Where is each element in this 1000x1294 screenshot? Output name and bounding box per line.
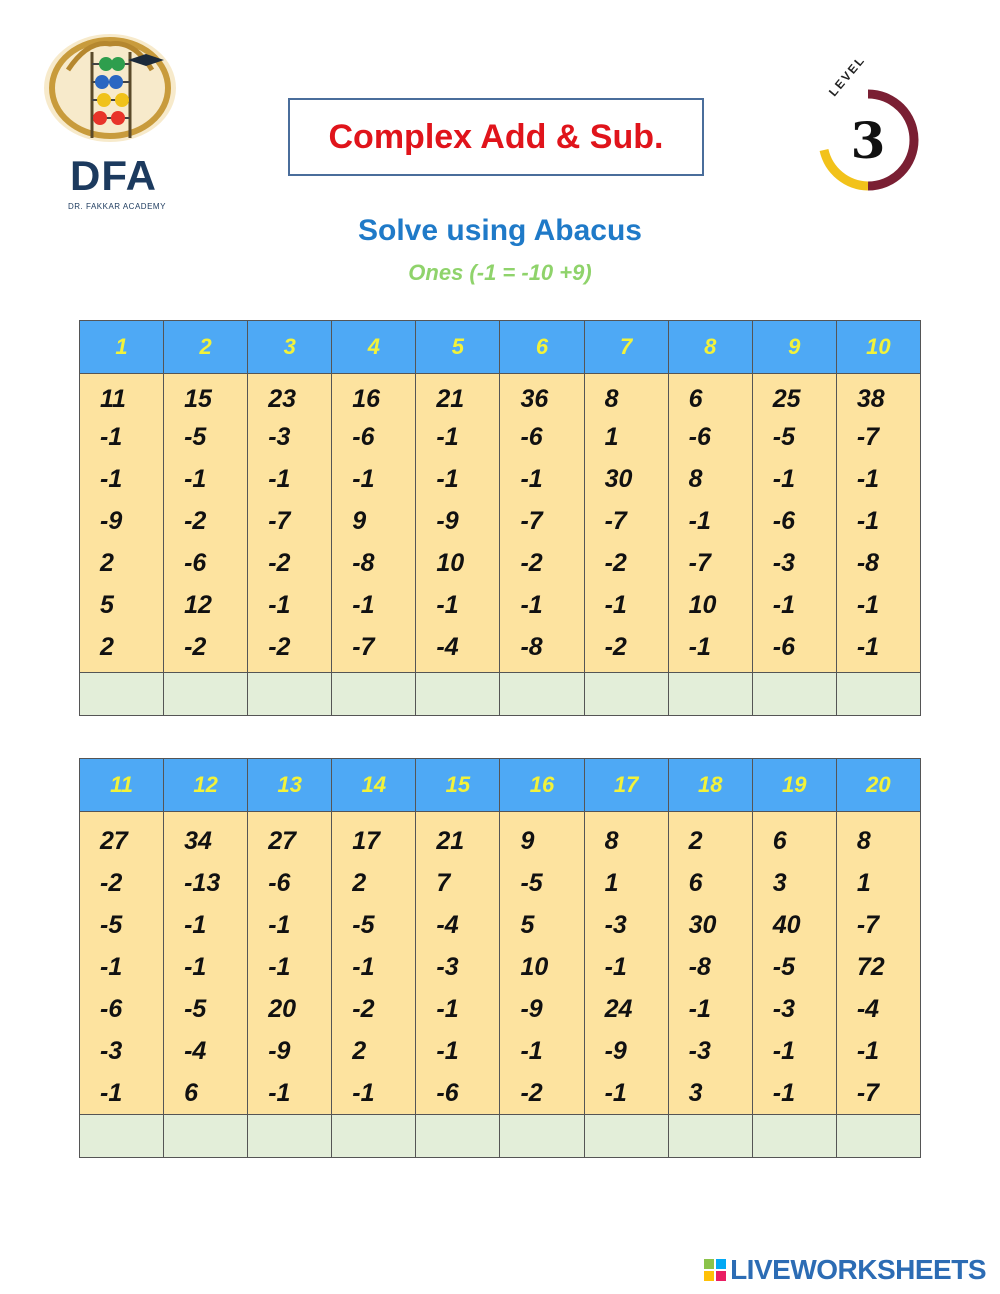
- answer-cell[interactable]: [752, 673, 836, 716]
- number-column: [753, 374, 836, 668]
- number: -3: [688, 1037, 711, 1065]
- number: 25: [772, 385, 801, 413]
- number: -9: [520, 995, 543, 1023]
- number-column: [669, 374, 752, 668]
- problem-cell: [248, 374, 332, 673]
- number: 5: [100, 591, 114, 619]
- number: -1: [352, 953, 375, 981]
- number-column: [332, 374, 415, 668]
- problem-cell: [164, 374, 248, 673]
- problem-number: 14: [332, 759, 416, 812]
- problems-table-1: [79, 320, 921, 716]
- answer-input[interactable]: [248, 1115, 331, 1157]
- number: -7: [352, 633, 375, 661]
- number: -1: [520, 1037, 543, 1065]
- number: -6: [772, 633, 795, 661]
- number: -4: [184, 1037, 207, 1065]
- answer-cell[interactable]: [836, 673, 920, 716]
- number: 7: [436, 869, 451, 897]
- number: -1: [268, 591, 291, 619]
- answer-input[interactable]: [753, 1115, 836, 1157]
- number: -1: [604, 1079, 627, 1107]
- answer-input[interactable]: [669, 673, 752, 715]
- level-number: 3: [850, 110, 886, 170]
- number: 2: [100, 633, 114, 661]
- number: 5: [520, 911, 535, 939]
- number: -1: [352, 1079, 375, 1107]
- number: 10: [520, 953, 549, 981]
- number: -1: [520, 591, 543, 619]
- number: -1: [772, 591, 795, 619]
- number: -9: [268, 1037, 291, 1065]
- problem-cell: [584, 374, 668, 673]
- number: 1: [604, 423, 619, 451]
- number: -2: [604, 633, 627, 661]
- number: 36: [520, 385, 549, 413]
- answer-cell[interactable]: [752, 1115, 836, 1158]
- number: 12: [184, 591, 212, 619]
- problem-cell: [836, 812, 920, 1115]
- answer-cell[interactable]: [80, 1115, 164, 1158]
- number-column: [416, 812, 499, 1114]
- answer-input[interactable]: [164, 1115, 247, 1157]
- problem-cell: [500, 812, 584, 1115]
- problem-cell: [248, 812, 332, 1115]
- number: -1: [100, 465, 123, 493]
- answer-cell[interactable]: [416, 1115, 500, 1158]
- number: -6: [100, 995, 123, 1023]
- number: 40: [772, 911, 801, 939]
- number: -9: [604, 1037, 627, 1065]
- number-column: [837, 374, 920, 668]
- number: -1: [100, 423, 123, 451]
- number: 2: [352, 869, 367, 897]
- answer-cell[interactable]: [80, 673, 164, 716]
- number: -1: [856, 1037, 880, 1065]
- number: -1: [436, 465, 459, 493]
- number: -1: [436, 591, 459, 619]
- number: -1: [184, 953, 207, 981]
- number: -5: [520, 869, 543, 897]
- number: -3: [100, 1037, 123, 1065]
- number: -5: [772, 953, 795, 981]
- number: 21: [436, 827, 465, 855]
- number: 10: [436, 549, 465, 577]
- number: 27: [100, 827, 128, 855]
- problem-number: 6: [500, 321, 584, 374]
- answer-input[interactable]: [837, 1115, 920, 1157]
- number: -2: [184, 507, 207, 535]
- number: -8: [688, 953, 711, 981]
- academy-logo: [38, 30, 188, 215]
- number: -9: [100, 507, 123, 535]
- number: -2: [268, 633, 291, 661]
- number: -1: [352, 591, 375, 619]
- number-column: [416, 374, 499, 668]
- brand-subtitle: DR. FAKKAR ACADEMY: [68, 202, 166, 211]
- answer-cell[interactable]: [668, 1115, 752, 1158]
- problem-number: 10: [836, 321, 920, 374]
- answer-input[interactable]: [416, 673, 499, 715]
- number-column: [164, 812, 247, 1114]
- number: 24: [604, 995, 633, 1023]
- number: -1: [604, 953, 627, 981]
- number: -1: [520, 465, 543, 493]
- number: -1: [100, 953, 123, 981]
- number: 2: [688, 827, 703, 855]
- number: -6: [352, 423, 375, 451]
- number: -7: [520, 507, 543, 535]
- answer-cell[interactable]: [584, 1115, 668, 1158]
- problem-cell: [584, 812, 668, 1115]
- answer-input[interactable]: [585, 1115, 668, 1157]
- number: -1: [268, 953, 291, 981]
- number: -1: [772, 465, 795, 493]
- number: -1: [856, 591, 880, 619]
- number: -4: [436, 911, 459, 939]
- number: -4: [436, 633, 459, 661]
- answer-cell[interactable]: [416, 673, 500, 716]
- answer-input[interactable]: [500, 673, 583, 715]
- problem-number: 2: [164, 321, 248, 374]
- answer-cell[interactable]: [164, 673, 248, 716]
- problem-cell: [164, 812, 248, 1115]
- number: 6: [184, 1079, 198, 1107]
- answer-cell[interactable]: [332, 673, 416, 716]
- number: -1: [772, 1079, 795, 1107]
- number: 6: [772, 827, 787, 855]
- answer-input[interactable]: [332, 1115, 415, 1157]
- problem-number: 9: [752, 321, 836, 374]
- number: -7: [604, 507, 627, 535]
- number: -8: [352, 549, 375, 577]
- number: 21: [436, 385, 465, 413]
- answer-cell[interactable]: [332, 1115, 416, 1158]
- problem-cell: [332, 374, 416, 673]
- answer-cell[interactable]: [836, 1115, 920, 1158]
- number: -1: [184, 465, 207, 493]
- number: 38: [856, 385, 885, 413]
- answer-cell[interactable]: [248, 673, 332, 716]
- number-column: [164, 374, 247, 668]
- answer-input[interactable]: [837, 673, 920, 715]
- number: 10: [688, 591, 717, 619]
- problem-cell: [752, 812, 836, 1115]
- number: -1: [436, 995, 459, 1023]
- worksheet-title: Complex Add & Sub.: [328, 117, 664, 156]
- number: -6: [268, 869, 291, 897]
- number: 8: [688, 465, 703, 493]
- problem-cell: [500, 374, 584, 673]
- number: -5: [100, 911, 123, 939]
- number: 27: [268, 827, 296, 855]
- number: 2: [352, 1037, 367, 1065]
- number: -1: [856, 507, 880, 535]
- number-column: [753, 812, 836, 1114]
- problem-number: 3: [248, 321, 332, 374]
- number: -1: [604, 591, 627, 619]
- number: -1: [268, 465, 291, 493]
- number-column: [500, 812, 583, 1114]
- problem-cell: [416, 812, 500, 1115]
- answer-row: [80, 1115, 921, 1158]
- number: -1: [436, 1037, 459, 1065]
- number: 30: [604, 465, 633, 493]
- number-column: [585, 812, 668, 1114]
- number: -1: [856, 633, 880, 661]
- number: 6: [688, 869, 703, 897]
- liveworksheets-footer[interactable]: [704, 1254, 986, 1286]
- number: -6: [184, 549, 207, 577]
- problem-cell: [836, 374, 920, 673]
- table-header-row: [80, 759, 921, 812]
- number: 9: [520, 827, 535, 855]
- problem-number: 20: [836, 759, 920, 812]
- number: -3: [268, 423, 291, 451]
- abacus-brain-icon: [38, 30, 188, 155]
- number: 11: [100, 385, 126, 413]
- number: -3: [436, 953, 459, 981]
- answer-input[interactable]: [332, 673, 415, 715]
- problem-cell: [752, 374, 836, 673]
- number: -7: [856, 1079, 880, 1107]
- number: 20: [268, 995, 296, 1023]
- problem-number: 18: [668, 759, 752, 812]
- number: -5: [352, 911, 375, 939]
- answer-cell[interactable]: [248, 1115, 332, 1158]
- problem-cell: [332, 812, 416, 1115]
- number: -3: [772, 995, 795, 1023]
- answer-input[interactable]: [416, 1115, 499, 1157]
- number: -2: [352, 995, 375, 1023]
- number: -7: [856, 423, 880, 451]
- number: -2: [520, 1079, 543, 1107]
- answer-cell[interactable]: [164, 1115, 248, 1158]
- answer-input[interactable]: [164, 673, 247, 715]
- number: -3: [604, 911, 627, 939]
- number-column: [669, 812, 752, 1114]
- worksheet-title-box: [288, 98, 704, 176]
- brand-name: DFA: [70, 152, 157, 199]
- number: -1: [352, 465, 375, 493]
- number: -8: [856, 549, 880, 577]
- problem-number: 12: [164, 759, 248, 812]
- number: -4: [856, 995, 880, 1023]
- number: -6: [772, 507, 795, 535]
- number-column: [585, 374, 668, 668]
- number: 2: [100, 549, 114, 577]
- number: -7: [268, 507, 291, 535]
- problem-number: 16: [500, 759, 584, 812]
- number: -1: [688, 995, 711, 1023]
- number: -1: [688, 507, 711, 535]
- number: 3: [772, 869, 787, 897]
- problem-cell: [80, 812, 164, 1115]
- number: 1: [604, 869, 619, 897]
- number: -8: [520, 633, 543, 661]
- problem-number: 15: [416, 759, 500, 812]
- number: -13: [184, 869, 221, 897]
- problem-cell: [416, 374, 500, 673]
- number: 16: [352, 385, 381, 413]
- problem-number: 17: [584, 759, 668, 812]
- number-column: [500, 374, 583, 668]
- number: 15: [184, 385, 212, 413]
- number: -5: [184, 995, 207, 1023]
- number: 30: [688, 911, 717, 939]
- problem-number: 4: [332, 321, 416, 374]
- number-column: [248, 374, 331, 668]
- liveworksheets-logo-text: LIVEWORKSHEETS: [730, 1254, 986, 1285]
- answer-input[interactable]: [80, 673, 163, 715]
- number: 9: [352, 507, 367, 535]
- number: 8: [856, 827, 871, 855]
- answer-cell[interactable]: [500, 1115, 584, 1158]
- number-column: [248, 812, 331, 1114]
- instruction-hint: Ones (-1 = -10 +9): [408, 260, 592, 285]
- answer-input[interactable]: [753, 673, 836, 715]
- problem-cell: [80, 374, 164, 673]
- problem-number: 13: [248, 759, 332, 812]
- number: 3: [688, 1079, 703, 1107]
- number: 8: [604, 827, 619, 855]
- number-column: [332, 812, 415, 1114]
- number: -3: [772, 549, 795, 577]
- number: -1: [856, 465, 880, 493]
- number: 1: [856, 869, 871, 897]
- numbers-row: [80, 374, 921, 673]
- problem-cell: [668, 812, 752, 1115]
- number: -1: [268, 911, 291, 939]
- problem-number: 8: [668, 321, 752, 374]
- problem-cell: [668, 374, 752, 673]
- problems-table-2: [79, 758, 921, 1158]
- instruction-title: Solve using Abacus: [358, 214, 642, 247]
- problem-number: 5: [416, 321, 500, 374]
- problem-number: 7: [584, 321, 668, 374]
- number: -2: [184, 633, 207, 661]
- answer-cell[interactable]: [668, 673, 752, 716]
- number: -7: [856, 911, 880, 939]
- number: -1: [100, 1079, 123, 1107]
- liveworksheets-icon: [704, 1259, 726, 1281]
- number: -2: [520, 549, 543, 577]
- problem-number: 11: [80, 759, 164, 812]
- number: 8: [604, 385, 619, 413]
- problem-number: 1: [80, 321, 164, 374]
- number: -5: [184, 423, 207, 451]
- number: -9: [436, 507, 459, 535]
- number: -5: [772, 423, 795, 451]
- number: -1: [268, 1079, 291, 1107]
- number-column: [80, 812, 163, 1114]
- number: -6: [520, 423, 543, 451]
- number-column: [80, 374, 163, 668]
- number: -6: [436, 1079, 459, 1107]
- answer-input[interactable]: [500, 1115, 583, 1157]
- answer-input[interactable]: [248, 673, 331, 715]
- numbers-row: [80, 812, 921, 1115]
- answer-cell[interactable]: [500, 673, 584, 716]
- number: -1: [184, 911, 207, 939]
- answer-input[interactable]: [585, 673, 668, 715]
- number: -2: [268, 549, 291, 577]
- table-header-row: [80, 321, 921, 374]
- level-word: LEVEL: [826, 52, 869, 99]
- answer-cell[interactable]: [584, 673, 668, 716]
- number: 34: [184, 827, 212, 855]
- number: -2: [100, 869, 123, 897]
- answer-row: [80, 673, 921, 716]
- number: 72: [856, 953, 885, 981]
- number: -1: [436, 423, 459, 451]
- number: -6: [688, 423, 711, 451]
- number: 23: [268, 385, 296, 413]
- number-column: [837, 812, 920, 1114]
- number: -1: [688, 633, 711, 661]
- level-badge: [812, 52, 924, 196]
- answer-input[interactable]: [669, 1115, 752, 1157]
- number: -1: [772, 1037, 795, 1065]
- answer-input[interactable]: [80, 1115, 163, 1157]
- number: -2: [604, 549, 627, 577]
- number: 17: [352, 827, 381, 855]
- number: -7: [688, 549, 711, 577]
- number: 6: [688, 385, 703, 413]
- problem-number: 19: [752, 759, 836, 812]
